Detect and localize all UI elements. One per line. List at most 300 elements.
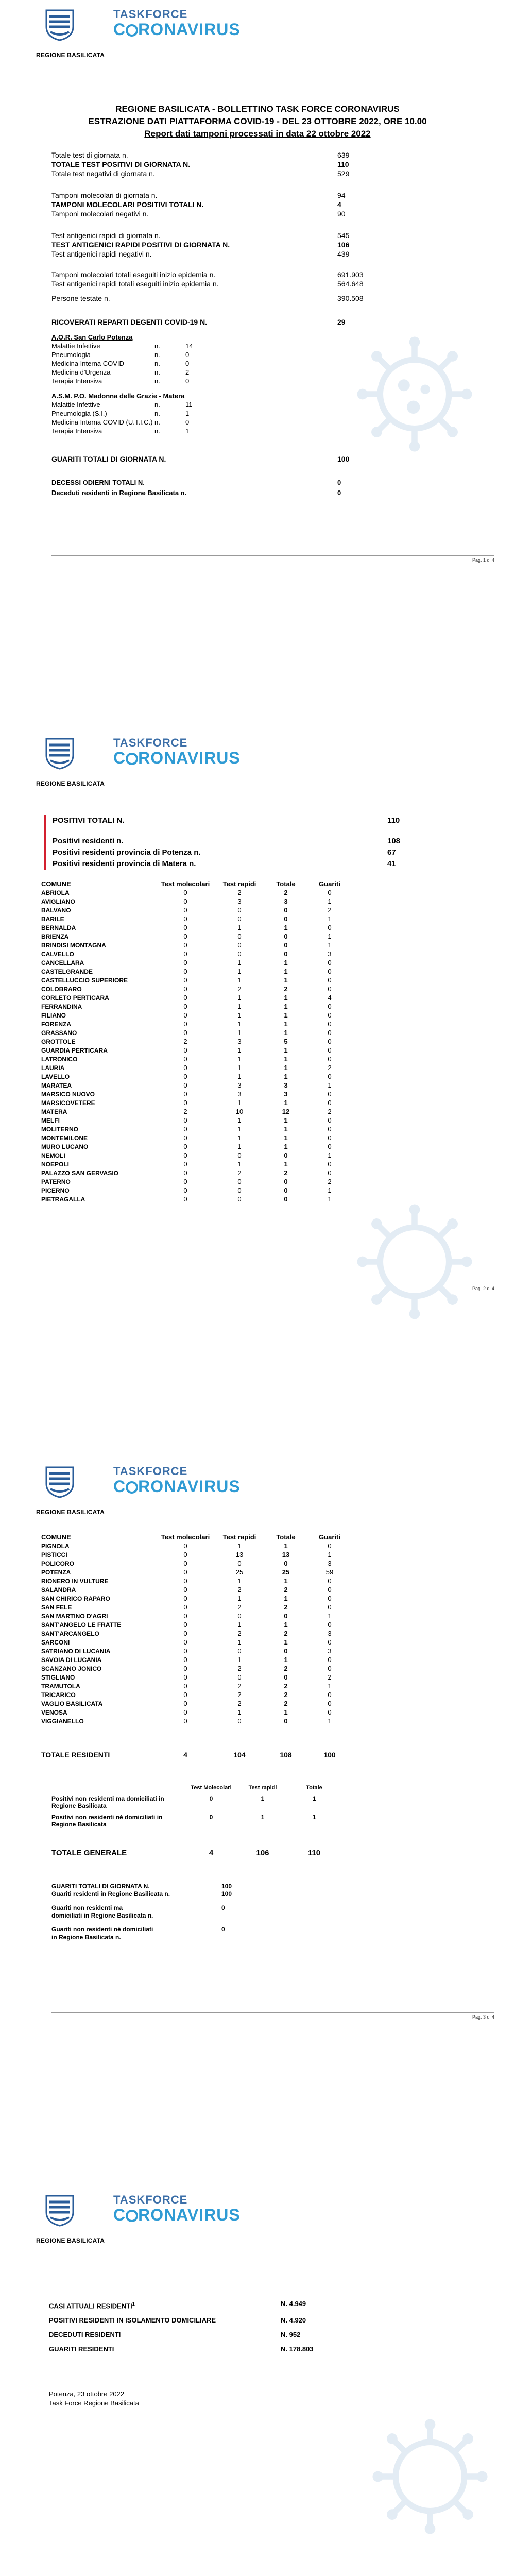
molecular-tests: 0	[183, 1134, 187, 1142]
total: 0	[284, 1187, 288, 1194]
table-row	[41, 976, 350, 985]
page-2	[0, 728, 515, 1457]
comune-name: MOLITERNO	[41, 1125, 78, 1133]
logo-ring-icon	[126, 1481, 138, 1494]
logo-ring-icon	[126, 24, 138, 37]
comune-name: MATERA	[41, 1108, 67, 1115]
rapid-tests: 2	[237, 1665, 242, 1672]
recovered: 0	[328, 959, 332, 967]
total: 0	[284, 1178, 288, 1185]
total: 3	[284, 1090, 288, 1098]
molecular-tests: 2	[183, 1038, 187, 1045]
total: 1	[284, 1029, 288, 1037]
table-row	[41, 941, 350, 950]
comune-name: CORLETO PERTICARA	[41, 994, 109, 1002]
table-row	[41, 1577, 350, 1585]
cumulative-tests-group: Tamponi molecolari totali eseguiti inizio epidemia n. 691.903 Test antigenici rapidi totali eseguiti inizio epidemia n. 564.648	[52, 270, 364, 288]
rapid-tests: 1	[237, 1595, 242, 1602]
total: 1	[284, 994, 288, 1002]
table-row	[41, 1550, 350, 1559]
total: 12	[282, 1108, 290, 1115]
table-row	[41, 1125, 350, 1133]
comune-name: FORENZA	[41, 1020, 71, 1028]
molecular-tests: 0	[183, 994, 187, 1002]
positives-total: POSITIVI TOTALI N. 110	[53, 816, 400, 825]
table-row	[41, 1028, 350, 1037]
molecular-tests: 0	[183, 1011, 187, 1019]
comune-name: BRIENZA	[41, 933, 69, 940]
page-1	[0, 0, 515, 728]
total: 1	[284, 1125, 288, 1133]
page-number: Pag. 3 di 4	[472, 2014, 494, 2020]
total: 3	[284, 897, 288, 905]
recovered: 2	[328, 906, 332, 914]
total: 0	[284, 1195, 288, 1203]
table-row	[41, 1664, 350, 1673]
total: 1	[284, 1160, 288, 1168]
recovered: 0	[328, 1656, 332, 1664]
comune-name: MARSICO NUOVO	[41, 1090, 95, 1098]
comune-name: COLOBRARO	[41, 985, 82, 993]
daily-tests-group: Totale test di giornata n. 639 TOTALE TEST POSITIVI DI GIORNATA N. 110 Totale test negativi di giornata n. 529	[52, 151, 350, 178]
recovered-total: GUARITI TOTALI DI GIORNATA N. 100	[52, 455, 350, 463]
table-row	[41, 914, 350, 923]
recovered: 0	[328, 1542, 332, 1550]
recovered: 0	[328, 889, 332, 896]
recovered: 0	[328, 1595, 332, 1602]
rapid-tests: 13	[235, 1551, 244, 1558]
regione-crest-icon	[45, 9, 74, 41]
table-row	[41, 1673, 350, 1682]
total: 2	[284, 889, 288, 896]
total: 2	[284, 1682, 288, 1690]
total: 1	[284, 1621, 288, 1629]
recovered: 0	[328, 1116, 332, 1124]
total: 0	[284, 1612, 288, 1620]
molecular-tests: 0	[183, 1081, 187, 1089]
recovered: 0	[328, 1099, 332, 1107]
table-header-row: COMUNE Test molecolari Test rapidi Totale Guariti	[41, 1533, 340, 1541]
total: 2	[284, 1603, 288, 1611]
rapid-tests: 1	[237, 1621, 242, 1629]
table-row	[41, 985, 350, 993]
rapid-tests: 0	[237, 906, 242, 914]
logo-line1: TASKFORCE	[113, 8, 188, 21]
region-label: REGIONE BASILICATA	[36, 52, 105, 59]
table-row	[41, 950, 350, 958]
comune-name: MONTEMILONE	[41, 1134, 88, 1142]
molecular-tests: 0	[183, 889, 187, 896]
table-row	[41, 1568, 350, 1577]
recovered: 3	[328, 950, 332, 958]
comune-name: MARSICOVETERE	[41, 1099, 95, 1107]
total: 1	[284, 1073, 288, 1080]
rapid-tests: 0	[237, 941, 242, 949]
comune-name: SAN CHIRICO RAPARO	[41, 1595, 110, 1602]
table-row	[41, 1647, 350, 1655]
recovered: 0	[328, 1134, 332, 1142]
rapid-tests: 3	[237, 1090, 242, 1098]
comune-name: CASTELGRANDE	[41, 968, 93, 975]
rapid-tests: 1	[237, 1055, 242, 1063]
total: 1	[284, 1577, 288, 1585]
header	[36, 2190, 294, 2257]
table-row	[41, 1186, 350, 1195]
rapid-tests: 0	[237, 1673, 242, 1681]
comune-name: VENOSA	[41, 1708, 67, 1716]
rapid-tests: 0	[237, 1717, 242, 1725]
table-row	[41, 1690, 350, 1699]
rapid-tests: 1	[237, 1003, 242, 1010]
molecular-tests: 0	[183, 1577, 187, 1585]
rapid-tests: 1	[237, 1046, 242, 1054]
comune-name: POTENZA	[41, 1568, 71, 1576]
molecular-tests: 2	[183, 1108, 187, 1115]
table-row	[41, 1055, 350, 1063]
rapid-tests: 2	[237, 1169, 242, 1177]
rapid-tests: 1	[237, 1577, 242, 1585]
molecular-tests: 0	[183, 1160, 187, 1168]
comune-name: CALVELLO	[41, 950, 74, 958]
table-row	[41, 1717, 350, 1725]
table-row	[41, 1160, 350, 1168]
table-row	[41, 1612, 350, 1620]
molecular-tests: 0	[183, 1603, 187, 1611]
taskforce-logo	[113, 8, 278, 38]
total: 1	[284, 1116, 288, 1124]
page-number: Pag. 1 di 4	[472, 557, 494, 563]
logo-line2: C RONAVIRUS	[113, 20, 241, 39]
table-row	[41, 1682, 350, 1690]
bulletin-title: REGIONE BASILICATA - BOLLETTINO TASK FORCE CORONAVIRUS	[115, 104, 400, 114]
non-residents-domiciled-row: Positivi non residenti ma domiciliati in Regione Basilicata 0 1 1	[52, 1795, 316, 1809]
total: 1	[284, 924, 288, 931]
recovered: 0	[328, 1603, 332, 1611]
table-row	[41, 958, 350, 967]
table-row	[41, 1133, 350, 1142]
recovered: 1	[328, 1551, 332, 1558]
total: 1	[284, 1020, 288, 1028]
total: 5	[284, 1038, 288, 1045]
comune-name: GRASSANO	[41, 1029, 77, 1037]
positives-potenza: Positivi residenti provincia di Potenza n. 67	[53, 848, 396, 857]
total: 1	[284, 1143, 288, 1150]
recovered: 0	[328, 1665, 332, 1672]
comune-name: GUARDIA PERTICARA	[41, 1046, 108, 1054]
signature: Task Force Regione Basilicata	[49, 2399, 139, 2407]
comune-name: RIONERO IN VULTURE	[41, 1577, 109, 1585]
recovered: 1	[328, 915, 332, 923]
rapid-tests: 1	[237, 1656, 242, 1664]
table-row	[41, 1107, 350, 1116]
molecular-tests: 0	[183, 915, 187, 923]
table-row	[41, 1620, 350, 1629]
molecular-tests: 0	[183, 1673, 187, 1681]
rapid-tests: 0	[237, 1560, 242, 1567]
comune-name: AVIGLIANO	[41, 897, 75, 905]
recovered: 0	[328, 1621, 332, 1629]
total: 2	[284, 1169, 288, 1177]
molecular-tests: 0	[183, 1682, 187, 1690]
table-row	[41, 1090, 350, 1098]
recovered: 0	[328, 1055, 332, 1063]
comune-name: BALVANO	[41, 906, 71, 914]
table-row	[41, 1699, 350, 1708]
molecular-tests: 0	[183, 1542, 187, 1550]
page-3	[0, 1457, 515, 2185]
rapid-tests: 1	[237, 1125, 242, 1133]
rapid-tests: 2	[237, 1682, 242, 1690]
taskforce-logo: TASKFORCE C RONAVIRUS	[113, 2193, 241, 2224]
recovered: 1	[328, 1081, 332, 1089]
molecular-tests: 0	[183, 897, 187, 905]
total: 1	[284, 1003, 288, 1010]
page-rule	[52, 2012, 494, 2013]
table-row	[41, 1708, 350, 1717]
total: 0	[284, 1717, 288, 1725]
rapid-tests: 1	[237, 924, 242, 931]
logo-ring-icon	[126, 2210, 138, 2222]
comune-name: NEMOLI	[41, 1151, 65, 1159]
total: 1	[284, 1055, 288, 1063]
positives-matera: Positivi residenti provincia di Matera n. 41	[53, 859, 396, 868]
molecular-tests: 0	[183, 1073, 187, 1080]
total: 1	[284, 968, 288, 975]
rapid-tests: 2	[237, 985, 242, 993]
rapid-tests: 1	[237, 1029, 242, 1037]
rapid-tests: 1	[237, 968, 242, 975]
recovered: 2	[328, 1108, 332, 1115]
comune-name: PIETRAGALLA	[41, 1195, 85, 1203]
taskforce-logo: TASKFORCE C RONAVIRUS	[113, 736, 241, 767]
table-row	[41, 1151, 350, 1160]
recovered: 0	[328, 1090, 332, 1098]
total: 1	[284, 1708, 288, 1716]
recovered: 1	[328, 1682, 332, 1690]
rapid-tests: 1	[237, 1143, 242, 1150]
comune-name: FERRANDINA	[41, 1003, 82, 1010]
rapid-tests: 1	[237, 1073, 242, 1080]
table-row	[41, 1020, 350, 1028]
table-row	[41, 906, 350, 914]
comuni-table-2	[41, 1532, 350, 1725]
molecular-tests: 0	[183, 1656, 187, 1664]
molecular-tests: 0	[183, 1621, 187, 1629]
table-row	[41, 1603, 350, 1612]
molecular-tests: 0	[183, 959, 187, 967]
molecular-tests: 0	[183, 950, 187, 958]
comune-name: SARCONI	[41, 1638, 70, 1646]
comune-name: PISTICCI	[41, 1551, 67, 1558]
recovered: 1	[328, 1151, 332, 1159]
recovered: 1	[328, 933, 332, 940]
molecular-tests: 0	[183, 1099, 187, 1107]
rapid-tests: 3	[237, 897, 242, 905]
recovered: 0	[328, 1160, 332, 1168]
recovered: 1	[328, 941, 332, 949]
recovered-summary: GUARITI TOTALI DI GIORNATA N. 100 Guariti residenti in Regione Basilicata n. 100 Guariti non residenti ma domiciliati in Regione Basilicata n. 0 Guariti non residenti né domiciliati in Regione Basilicata n. 0	[52, 1883, 232, 1941]
total: 2	[284, 1700, 288, 1707]
totale-generale-row: TOTALE GENERALE 4 106 110	[52, 1849, 321, 1857]
rapid-tests: 1	[237, 1099, 242, 1107]
recovered: 2	[328, 1178, 332, 1185]
comune-name: BERNALDA	[41, 924, 76, 931]
rapid-tests: 0	[237, 1612, 242, 1620]
comune-name: SAN MARTINO D'AGRI	[41, 1612, 108, 1620]
table-row	[41, 1168, 350, 1177]
total: 1	[284, 1134, 288, 1142]
place-date: Potenza, 23 ottobre 2022	[49, 2390, 125, 2398]
comune-name: CASTELLUCCIO SUPERIORE	[41, 976, 128, 984]
table-row	[41, 1081, 350, 1090]
rapid-tests: 25	[235, 1568, 244, 1576]
table-row	[41, 1195, 350, 1204]
rapid-tests: 2	[237, 1603, 242, 1611]
rapid-tests: 1	[237, 976, 242, 984]
comune-name: MARATEA	[41, 1081, 72, 1089]
table-row	[41, 1098, 350, 1107]
rapid-tests-group: Test antigenici rapidi di giornata n. 545 TEST ANTIGENICI RAPIDI POSITIVI DI GIORNATA N. 106 Test antigenici rapidi negativi n. 439	[52, 231, 350, 258]
total: 2	[284, 1586, 288, 1594]
table-header-row: COMUNE Test molecolari Test rapidi Totale Guariti	[41, 879, 340, 888]
total: 0	[284, 950, 288, 958]
comune-name: LAVELLO	[41, 1073, 70, 1080]
molecular-tests: 0	[183, 1638, 187, 1646]
recovered: 3	[328, 1647, 332, 1655]
total: 1	[284, 1046, 288, 1054]
molecular-tests: 0	[183, 1560, 187, 1567]
table-row	[41, 1594, 350, 1603]
recovered: 0	[328, 985, 332, 993]
molecular-tests: 0	[183, 933, 187, 940]
rapid-tests: 1	[237, 1542, 242, 1550]
rapid-tests: 0	[237, 933, 242, 940]
aor-potenza: A.O.R. San Carlo Potenza Malattie Infettive n. 14 Pneumologia n. 0 Medicina Interna COVID n. 0 Medicina d'Urgenza n. 2 Terapia Intensiva n. 0	[52, 333, 193, 385]
recovered: 0	[328, 1073, 332, 1080]
rapid-tests: 0	[237, 1647, 242, 1655]
comune-name: GROTTOLE	[41, 1038, 76, 1045]
molecular-tests: 0	[183, 1116, 187, 1124]
comune-name: FILIANO	[41, 1011, 66, 1019]
molecular-tests: 0	[183, 941, 187, 949]
table-row	[41, 993, 350, 1002]
rapid-tests: 0	[237, 1187, 242, 1194]
logo-ring-icon	[126, 753, 138, 765]
rapid-tests: 2	[237, 1630, 242, 1637]
recovered: 0	[328, 1700, 332, 1707]
comune-name: SANT'ARCANGELO	[41, 1630, 99, 1637]
recovered: 0	[328, 1577, 332, 1585]
home-isolation-row: POSITIVI RESIDENTI IN ISOLAMENTO DOMICILIARE N. 4.920	[49, 2316, 306, 2325]
page-rule	[52, 555, 494, 556]
rapid-tests: 2	[237, 1586, 242, 1594]
region-label: REGIONE BASILICATA	[36, 780, 105, 787]
header	[36, 1461, 294, 1528]
comune-name: SALANDRA	[41, 1586, 76, 1594]
table-row	[41, 1142, 350, 1151]
rapid-tests: 1	[237, 1708, 242, 1716]
comune-name: PATERNO	[41, 1178, 71, 1185]
molecular-tests: 0	[183, 1020, 187, 1028]
rapid-tests: 1	[237, 1134, 242, 1142]
virus-watermark-icon	[355, 1202, 474, 1321]
table-row	[41, 1046, 350, 1055]
rapid-tests: 10	[235, 1108, 244, 1115]
rapid-tests: 1	[237, 1064, 242, 1072]
total: 0	[284, 1560, 288, 1567]
molecular-tests: 0	[183, 1612, 187, 1620]
molecular-tests: 0	[183, 1700, 187, 1707]
total: 3	[284, 1081, 288, 1089]
table-row	[41, 1002, 350, 1011]
table-row	[41, 897, 350, 906]
recovered: 2	[328, 1064, 332, 1072]
rapid-tests: 0	[237, 1195, 242, 1203]
comune-name: PIGNOLA	[41, 1542, 70, 1550]
table-row	[41, 1037, 350, 1046]
table-row	[41, 1011, 350, 1020]
comune-name: CANCELLARA	[41, 959, 84, 967]
molecular-tests: 0	[183, 1691, 187, 1699]
comune-name: ABRIOLA	[41, 889, 70, 896]
recovered: 1	[328, 897, 332, 905]
comune-name: SATRIANO DI LUCANIA	[41, 1647, 111, 1655]
rapid-tests: 1	[237, 1011, 242, 1019]
molecular-tests: 0	[183, 1151, 187, 1159]
recovered: 1	[328, 1612, 332, 1620]
recovered: 0	[328, 1143, 332, 1150]
regione-crest-icon	[45, 1466, 74, 1498]
molecular-tests-group: Tamponi molecolari di giornata n. 94 TAMPONI MOLECOLARI POSITIVI TOTALI N. 4 Tamponi molecolari negativi n. 90	[52, 191, 346, 218]
total: 2	[284, 1665, 288, 1672]
comuni-table-1	[41, 879, 350, 1204]
molecular-tests: 0	[183, 924, 187, 931]
comune-name: POLICORO	[41, 1560, 75, 1567]
comune-name: VAGLIO BASILICATA	[41, 1700, 103, 1707]
region-label: REGIONE BASILICATA	[36, 1509, 105, 1516]
molecular-tests: 0	[183, 1003, 187, 1010]
recovered: 59	[325, 1568, 334, 1576]
total: 0	[284, 915, 288, 923]
comune-name: NOEPOLI	[41, 1160, 70, 1168]
total: 1	[284, 1011, 288, 1019]
table-row	[41, 1541, 350, 1550]
recovered: 1	[328, 1717, 332, 1725]
molecular-tests: 0	[183, 1125, 187, 1133]
table-row	[41, 1559, 350, 1568]
table-row	[41, 932, 350, 941]
recovered-row: GUARITI RESIDENTI N. 178.803	[49, 2345, 314, 2353]
bulletin-subtitle: ESTRAZIONE DATI PIATTAFORMA COVID-19 - DEL 23 OTTOBRE 2022, ORE 10.00	[88, 116, 427, 126]
recovered: 1	[328, 1187, 332, 1194]
recovered: 0	[328, 1125, 332, 1133]
total: 1	[284, 1099, 288, 1107]
molecular-tests: 0	[183, 1143, 187, 1150]
comune-name: VIGGIANELLO	[41, 1717, 84, 1725]
comune-name: SAN FELE	[41, 1603, 72, 1611]
recovered: 1	[328, 1195, 332, 1203]
rapid-tests: 3	[237, 1038, 242, 1045]
recovered: 0	[328, 1011, 332, 1019]
table-row	[41, 888, 350, 897]
table-row	[41, 1063, 350, 1072]
recovered: 4	[328, 994, 332, 1002]
molecular-tests: 0	[183, 1029, 187, 1037]
total: 2	[284, 985, 288, 993]
table-row	[41, 1655, 350, 1664]
molecular-tests: 0	[183, 1046, 187, 1054]
molecular-tests: 0	[183, 1630, 187, 1637]
